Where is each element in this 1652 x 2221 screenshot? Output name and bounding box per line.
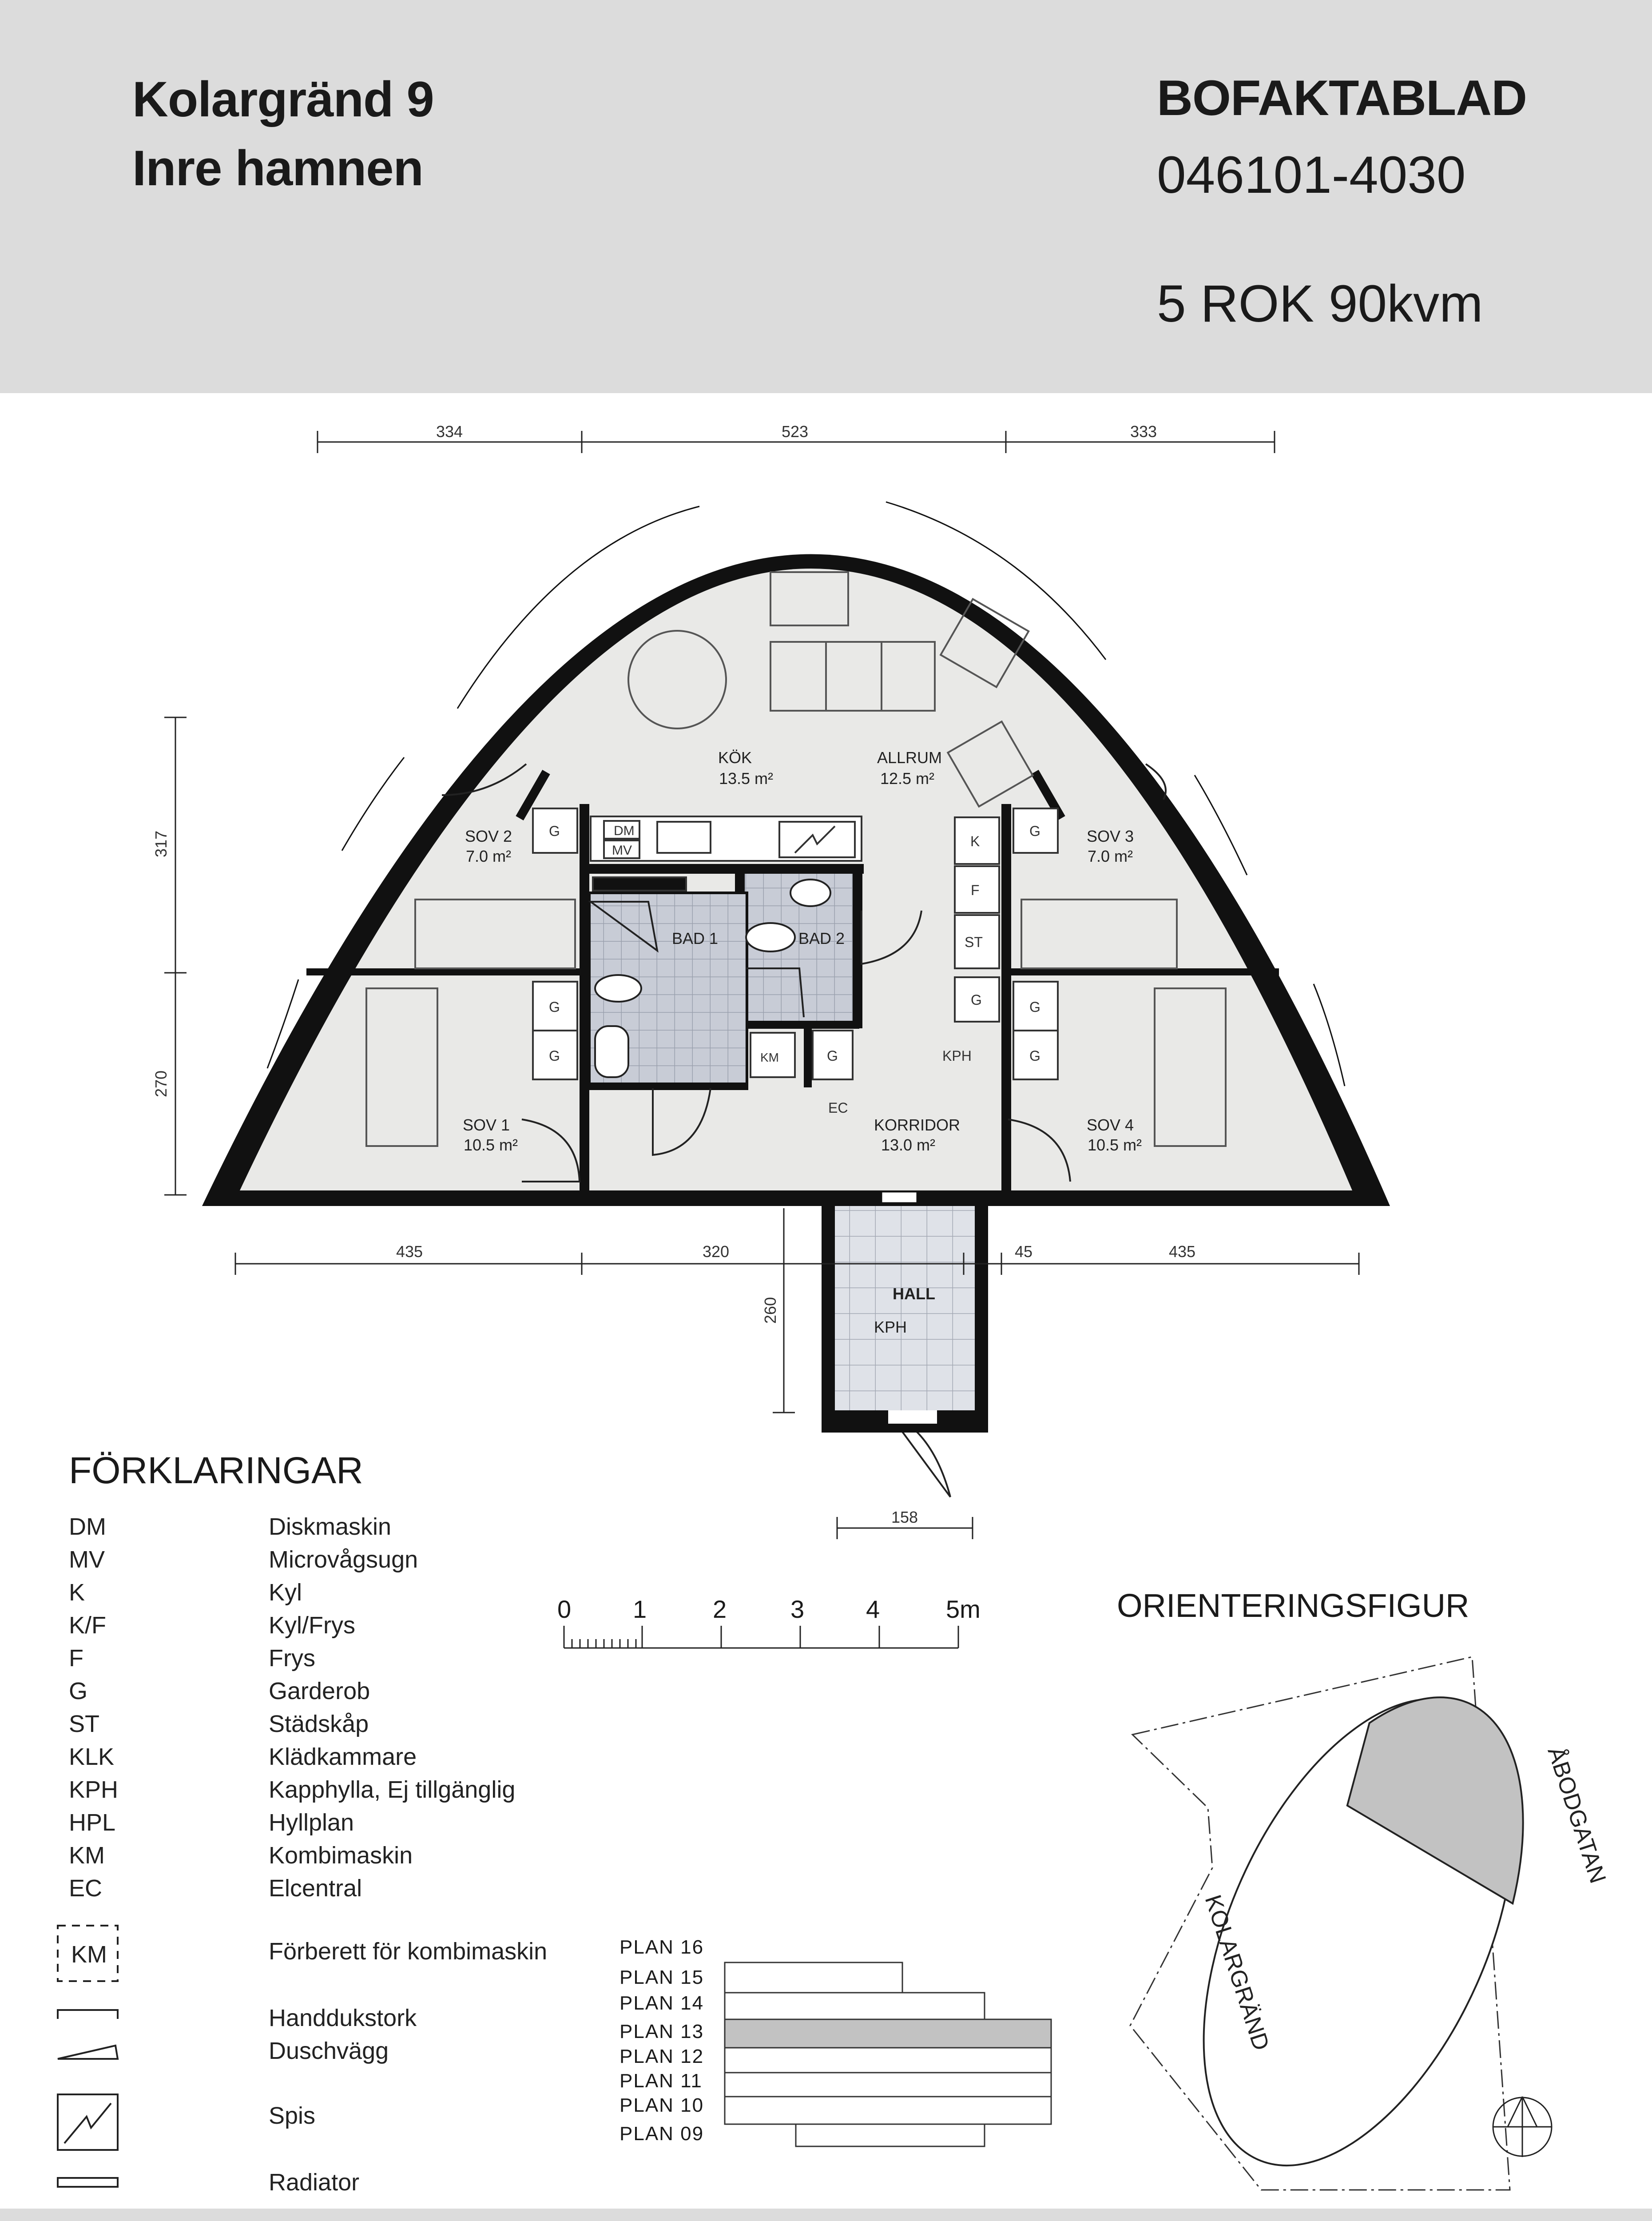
footer-band bbox=[0, 2209, 1652, 2221]
doc-type-title: BOFAKTABLAD bbox=[1157, 70, 1527, 126]
legend-abbr: MV bbox=[69, 1546, 105, 1573]
header-band bbox=[0, 0, 1652, 393]
legend-radiator-desc: Radiator bbox=[269, 2169, 360, 2196]
fixture-kph: KPH bbox=[942, 1048, 972, 1064]
building-outline bbox=[1140, 1652, 1577, 2212]
room-bad2-name: BAD 2 bbox=[798, 929, 845, 947]
floor-label-12: PLAN 12 bbox=[620, 2046, 704, 2067]
legend-desc: Kapphylla, Ej tillgänglig bbox=[269, 1776, 516, 1803]
legend-abbr: F bbox=[69, 1645, 83, 1672]
floor-bar-09 bbox=[796, 2124, 985, 2146]
legend-title: FÖRKLARINGAR bbox=[69, 1449, 363, 1491]
legend-abbr: KPH bbox=[69, 1776, 119, 1803]
legend-desc: Städskåp bbox=[269, 1711, 369, 1737]
legend-shower-desc: Duschvägg bbox=[269, 2038, 389, 2064]
legend-abbr: ST bbox=[69, 1711, 100, 1737]
street-label-east: ÅBODGATAN bbox=[1542, 1743, 1611, 1887]
legend-desc: Diskmaskin bbox=[269, 1513, 392, 1540]
floor-bar-14 bbox=[725, 1993, 985, 2019]
dim-bottom-4: 435 bbox=[1168, 1242, 1196, 1261]
street-label-west: KOLARGRÄND bbox=[1199, 1891, 1275, 2054]
room-korridor-area: 13.0 m² bbox=[881, 1136, 936, 1154]
room-hall-name: HALL bbox=[893, 1285, 935, 1303]
legend-abbr: KM bbox=[69, 1842, 105, 1869]
apartment-id: 046101-4030 bbox=[1157, 146, 1466, 204]
dim-left-2: 270 bbox=[152, 1070, 170, 1098]
floor-bar-11 bbox=[725, 2073, 1051, 2097]
floor-bar-15 bbox=[725, 1962, 902, 1993]
fixture-ec: EC bbox=[828, 1100, 848, 1116]
legend-desc: Hyllplan bbox=[269, 1809, 354, 1836]
wardrobe-g: G bbox=[549, 823, 560, 839]
room-bad1-name: BAD 1 bbox=[671, 929, 719, 947]
floor-label-15: PLAN 15 bbox=[620, 1966, 704, 1988]
legend-km-desc: Förberett för kombimaskin bbox=[269, 1938, 548, 1965]
room-kok-area: 13.5 m² bbox=[719, 769, 774, 788]
scale-label-5: 5m bbox=[946, 1595, 981, 1623]
dim-hall-depth: 260 bbox=[761, 1297, 779, 1324]
legend-desc: Kyl/Frys bbox=[269, 1612, 355, 1639]
address-line-1: Kolargränd 9 bbox=[132, 72, 434, 127]
legend-desc: Kyl bbox=[269, 1579, 302, 1606]
room-kok-name: KÖK bbox=[718, 748, 752, 767]
wardrobe-g: G bbox=[549, 999, 560, 1015]
dim-hall-width: 158 bbox=[891, 1508, 918, 1526]
dim-bottom-3: 45 bbox=[1014, 1242, 1033, 1261]
floor-label-10: PLAN 10 bbox=[620, 2094, 704, 2116]
legend-desc: Kombimaskin bbox=[269, 1842, 413, 1869]
dim-bottom-2: 320 bbox=[702, 1242, 730, 1261]
north-arrow-icon bbox=[1493, 2097, 1552, 2157]
fixture-mv: MV bbox=[612, 843, 632, 858]
floor-label-09: PLAN 09 bbox=[620, 2123, 704, 2145]
towel-dryer-icon bbox=[58, 2010, 118, 2019]
dim-top-1: 334 bbox=[436, 422, 463, 441]
floor-label-16: PLAN 16 bbox=[620, 1936, 704, 1958]
floor-bar-10 bbox=[725, 2097, 1051, 2124]
legend-abbr: HPL bbox=[69, 1809, 116, 1836]
legend-symbols bbox=[49, 1915, 147, 2199]
stove-icon bbox=[58, 2094, 118, 2150]
scale-label-0: 0 bbox=[557, 1595, 572, 1623]
legend-towel-desc: Handdukstork bbox=[269, 2005, 417, 2031]
legend-desc: Klädkammare bbox=[269, 1743, 417, 1770]
floor-bar-13 bbox=[725, 2019, 1051, 2048]
fixture-f: F bbox=[971, 882, 980, 898]
floor-label-11: PLAN 11 bbox=[620, 2070, 703, 2092]
floor-label-13: PLAN 13 bbox=[620, 2021, 704, 2042]
address-line-2: Inre hamnen bbox=[132, 140, 423, 196]
room-korridor-name: KORRIDOR bbox=[874, 1116, 961, 1134]
floor-stack bbox=[719, 1954, 1057, 2150]
legend-abbr: G bbox=[69, 1678, 88, 1704]
legend-desc: Frys bbox=[269, 1645, 315, 1672]
fixture-km: KM bbox=[760, 1051, 779, 1064]
radiator-icon bbox=[58, 2178, 118, 2187]
shower-wall-icon bbox=[58, 2046, 118, 2059]
legend-desc: Elcentral bbox=[269, 1875, 362, 1902]
room-allrum-area: 12.5 m² bbox=[880, 769, 935, 788]
fixture-st: ST bbox=[965, 934, 983, 950]
fixture-dm: DM bbox=[614, 824, 635, 838]
dim-left-1: 317 bbox=[152, 830, 170, 858]
orientation-figure bbox=[1101, 1635, 1611, 2203]
wardrobe-g: G bbox=[827, 1048, 838, 1064]
room-sov2-area: 7.0 m² bbox=[465, 847, 512, 865]
floor-bar-12 bbox=[725, 2048, 1051, 2073]
fixture-g: G bbox=[971, 992, 982, 1008]
floor-plan bbox=[0, 393, 1652, 1526]
scale-label-3: 3 bbox=[790, 1595, 805, 1623]
legend-abbr: K/F bbox=[69, 1612, 107, 1639]
floor-label-14: PLAN 14 bbox=[620, 1992, 704, 2014]
dim-bottom-1: 435 bbox=[396, 1242, 423, 1261]
scale-label-4: 4 bbox=[866, 1595, 880, 1623]
legend-km-label: KM bbox=[71, 1941, 107, 1968]
wardrobe-g: G bbox=[1029, 999, 1040, 1015]
legend-abbr: DM bbox=[69, 1513, 106, 1540]
room-sov1-name: SOV 1 bbox=[462, 1116, 510, 1134]
wardrobe-g: G bbox=[549, 1048, 560, 1064]
legend-abbr: KLK bbox=[69, 1743, 115, 1770]
legend-abbr: EC bbox=[69, 1875, 103, 1902]
scale-label-1: 1 bbox=[633, 1595, 647, 1623]
wardrobe-g: G bbox=[1029, 1048, 1040, 1064]
apartment-size: 5 ROK 90kvm bbox=[1157, 275, 1483, 333]
legend-desc: Microvågsugn bbox=[269, 1546, 418, 1573]
room-sov1-area: 10.5 m² bbox=[463, 1136, 518, 1154]
fixture-k: K bbox=[970, 833, 980, 849]
room-sov3-name: SOV 3 bbox=[1086, 827, 1134, 845]
scale-bar bbox=[560, 1621, 964, 1652]
legend-abbr: K bbox=[69, 1579, 85, 1606]
scale-label-2: 2 bbox=[713, 1595, 727, 1623]
room-sov3-area: 7.0 m² bbox=[1087, 847, 1133, 865]
orientation-title: ORIENTERINGSFIGUR bbox=[1117, 1587, 1469, 1624]
legend-desc: Garderob bbox=[269, 1678, 370, 1704]
legend-stove-desc: Spis bbox=[269, 2102, 316, 2129]
room-sov2-name: SOV 2 bbox=[465, 827, 512, 845]
room-sov4-area: 10.5 m² bbox=[1087, 1136, 1142, 1154]
wardrobe-g: G bbox=[1029, 823, 1040, 839]
hall-kph: KPH bbox=[874, 1318, 907, 1336]
hall-floor bbox=[835, 1206, 975, 1410]
dim-top-3: 333 bbox=[1130, 422, 1157, 441]
room-sov4-name: SOV 4 bbox=[1086, 1116, 1134, 1134]
dim-top-2: 523 bbox=[781, 422, 809, 441]
room-allrum-name: ALLRUM bbox=[877, 748, 942, 767]
